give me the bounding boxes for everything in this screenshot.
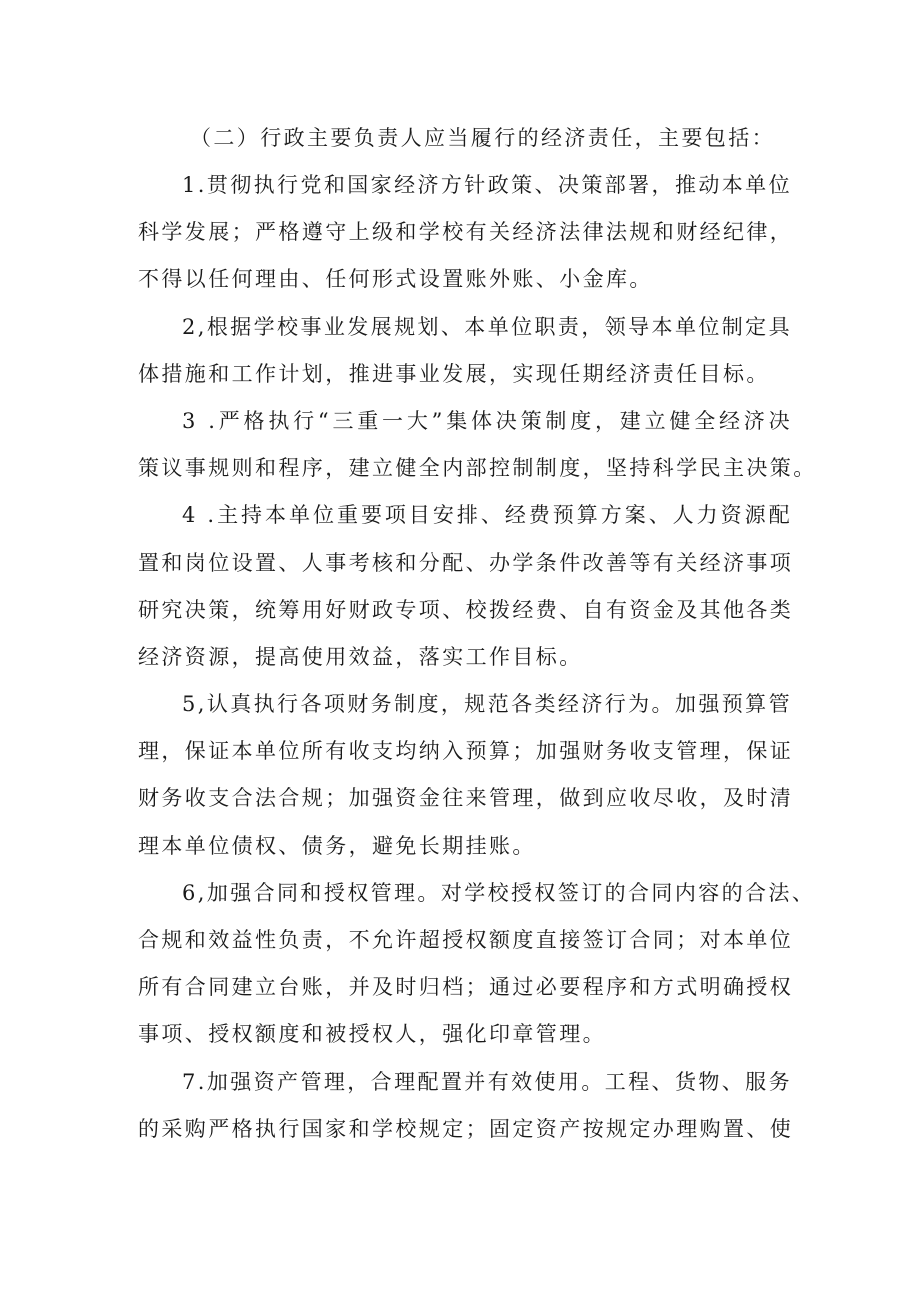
paragraph-line: 财务收支合法合规；加强资金往来管理，做到应收尽收，及时清 — [138, 786, 794, 811]
paragraph-line: 经济资源，提高使用效益，落实工作目标。 — [138, 644, 583, 669]
section-heading: （二）行政主要负责人应当履行的经济责任，主要包括： — [190, 126, 775, 150]
paragraph-line: 体措施和工作计划，推进事业发展，实现任期经济责任目标。 — [138, 361, 770, 386]
paragraph-line: 所有合同建立台账，并及时归档；通过必要程序和方式明确授权 — [138, 975, 794, 1000]
paragraph-line: 研究决策，统筹用好财政专项、校拨经费、自有资金及其他各类 — [138, 597, 794, 622]
paragraph-item-4 — [138, 492, 792, 681]
paragraph-line: 科学发展；严格遵守上级和学校有关经济法律法规和财经纪律， — [138, 220, 794, 245]
paragraph-line: 3 .严格执行“三重一大”集体决策制度，建立健全经济决 — [182, 408, 792, 433]
paragraph-list — [138, 162, 817, 1153]
paragraph-line: 理，保证本单位所有收支均纳入预算；加强财务收支管理，保证 — [138, 739, 794, 764]
paragraph-item-1 — [138, 162, 792, 304]
paragraph-line: 事项、授权额度和被授权人，强化印章管理。 — [138, 1022, 606, 1047]
paragraph-line: 2,根据学校事业发展规划、本单位职责，领导本单位制定具 — [182, 314, 792, 339]
paragraph-line: 理本单位债权、债务，避免长期挂账。 — [138, 833, 536, 858]
paragraph-item-6 — [138, 870, 816, 1059]
paragraph-line: 5,认真执行各项财务制度，规范各类经济行为。加强预算管 — [182, 692, 792, 717]
paragraph-item-5 — [138, 681, 792, 870]
paragraph-item-3 — [138, 398, 817, 492]
paragraph-line: 策议事规则和程序，建立健全内部控制制度，坚持科学民主决策。 — [138, 456, 817, 481]
paragraph-line: 7.加强资产管理，合理配置并有效使用。工程、货物、服务 — [182, 1069, 792, 1094]
paragraph-item-2 — [138, 304, 792, 398]
paragraph-line: 合规和效益性负责，不允许超授权额度直接签订合同；对本单位 — [138, 928, 794, 952]
paragraph-line: 置和岗位设置、人事考核和分配、办学条件改善等有关经济事项 — [138, 550, 794, 575]
paragraph-line: 1.贯彻执行党和国家经济方针政策、决策部署，推动本单位 — [182, 173, 792, 197]
paragraph-line: 不得以任何理由、任何形式设置账外账、小金库。 — [138, 267, 653, 292]
paragraph-item-7 — [138, 1059, 792, 1153]
paragraph-line: 6,加强合同和授权管理。对学校授权签订的合同内容的合法、 — [182, 880, 816, 905]
paragraph-line: 的采购严格执行国家和学校规定；固定资产按规定办理购置、使 — [138, 1116, 794, 1141]
paragraph-line: 4 .主持本单位重要项目安排、经费预算方案、人力资源配 — [182, 503, 792, 528]
document-body — [138, 114, 817, 1153]
